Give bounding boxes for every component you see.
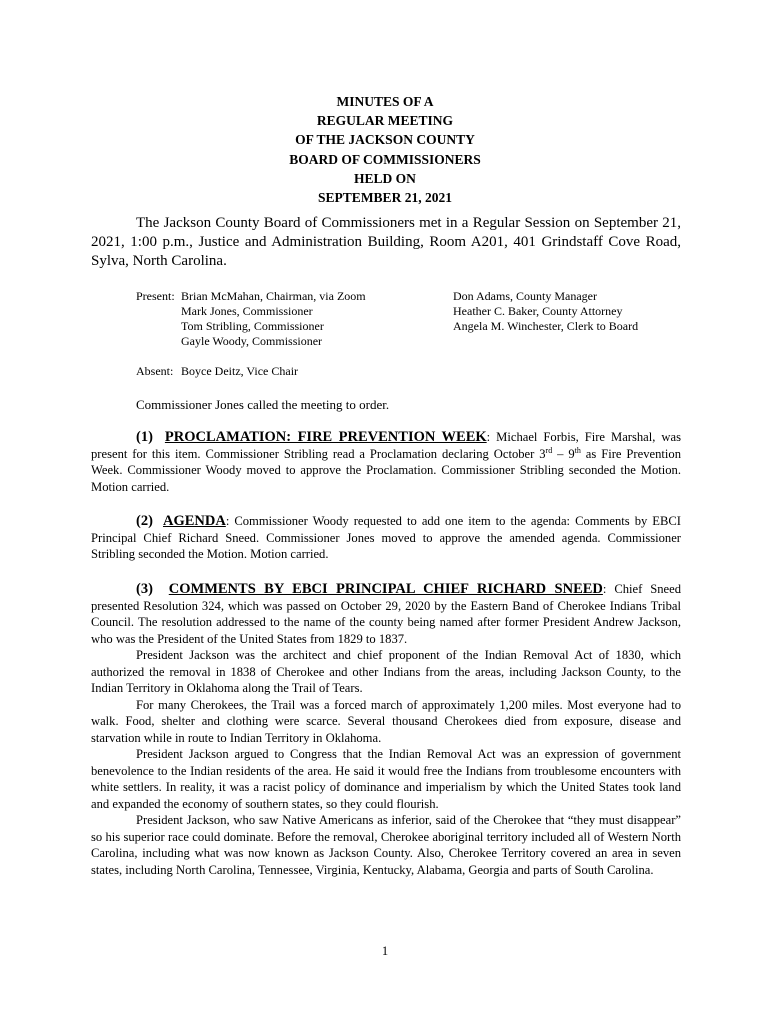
section-text: : Chief Sneed presented Resolution 324, which was passed on October 29, 2020 by the Eastern Band of Cherokee Indians Tribal Council. The resolution addressed to the name of the county being named after former President Andrew Jackson, who was the President of the United States from 1829 to 1837. <box>91 582 681 646</box>
section-paragraph <box>91 513 681 563</box>
title-line: REGULAR MEETING <box>316 113 454 129</box>
staff-name: Don Adams, County Manager <box>453 289 597 303</box>
title-line: SEPTEMBER 21, 2021 <box>318 190 452 206</box>
section-1 <box>91 429 681 495</box>
intro-text: The Jackson County Board of Commissioners met in a Regular Session on September 21, 2021, 1:00 p.m., Justice and Administration Building, Room A201, 401 Grindstaff Cove Road, Sylva, North Carolina. <box>91 215 681 269</box>
title-line: MINUTES OF A <box>336 94 434 109</box>
absent-label: Absent: <box>136 364 174 378</box>
section-text: – 9 <box>552 446 575 461</box>
absent-names: Boyce Deitz, Vice Chair <box>181 364 299 378</box>
section-paragraph: President Jackson argued to Congress that the Indian Removal Act was an expression of government benevolence to the Indian residents of the area. He said it would free the Indians from troublesome encounters with white settlers. In reality, it was a racist policy of dominance and imperialism by which the United States took land and expanded the economy of southern states, so they could flourish. <box>91 747 681 811</box>
section-2 <box>91 513 681 563</box>
section-text: : Commissioner Woody requested to add one item to the agenda: Comments by EBCI Principal Chief Richard Sneed. Commissioner Jones moved to approve the amended agenda. Commissioner Stribling seconded the Motion. Motion carried. <box>91 514 681 561</box>
commissioner-name: Tom Stribling, Commissioner <box>181 319 324 333</box>
section-heading: COMMENTS BY EBCI PRINCIPAL CHIEF RICHARD SNEED <box>168 581 603 597</box>
page-number: 1 <box>381 944 389 958</box>
commissioner-name: Mark Jones, Commissioner <box>181 304 313 318</box>
commissioner-name: Brian McMahan, Chairman, via Zoom <box>181 289 366 303</box>
section-text: as Fire Prevention Week. Commissioner Woody moved to approve the Proclamation. Commissioner Stribling seconded the Motion. Motion carried. <box>91 446 681 494</box>
section-number: (3) <box>136 581 153 597</box>
call-to-order: Commissioner Jones called the meeting to order. <box>136 397 390 412</box>
section-paragraph: President Jackson was the architect and chief proponent of the Indian Removal Act of 1830, which authorized the removal in 1838 of Cherokee and other Indians from the areas, including Jackson County, to the Indian Territory in Oklahoma along the Trail of Tears. <box>91 648 681 695</box>
section-paragraph <box>91 429 681 495</box>
title-line: OF THE JACKSON COUNTY <box>295 132 475 148</box>
intro-paragraph <box>91 214 681 271</box>
title-line: BOARD OF COMMISSIONERS <box>289 151 481 167</box>
section-heading: PROCLAMATION: FIRE PREVENTION WEEK <box>164 429 487 445</box>
absent-line <box>136 364 298 379</box>
section-3 <box>91 581 681 878</box>
section-paragraph: For many Cherokees, the Trail was a forced march of approximately 1,200 miles. Most everyone had to walk. Food, shelter and clothing were scarce. Several thousand Cherokees died from exposure, disease and starvation while in route to Indian Territory in Oklahoma. <box>91 697 681 745</box>
staff-name: Heather C. Baker, County Attorney <box>453 304 623 318</box>
title-line: HELD ON <box>354 170 416 186</box>
present-commissioners <box>181 289 366 349</box>
present-label: Present: <box>136 289 175 303</box>
section-heading: AGENDA <box>162 513 226 529</box>
ordinal-suffix: rd <box>545 445 553 455</box>
section-paragraph: President Jackson, who saw Native Americans as inferior, said of the Cherokee that “they must disappear” so his superior race could dominate. Before the removal, Cherokee aboriginal territory included all of Western North Carolina, including what was now known as Jackson County. Also, Cherokee Territory covered an area in seven states, including North Carolina, Tennessee, Virginia, Kentucky, Alabama, Georgia and parts of South Carolina. <box>91 813 681 877</box>
document-title <box>0 92 770 207</box>
present-staff <box>453 289 638 334</box>
section-text: : Michael Forbis, Fire Marshal, was present for this item. Commissioner Stribling read a Proclamation declaring October 3 <box>91 430 681 461</box>
ordinal-suffix: th <box>574 445 581 455</box>
commissioner-name: Gayle Woody, Commissioner <box>181 334 323 348</box>
section-number: (2) <box>136 513 153 529</box>
staff-name: Angela M. Winchester, Clerk to Board <box>453 319 639 333</box>
section-paragraph <box>91 581 681 647</box>
section-number: (1) <box>136 429 153 445</box>
